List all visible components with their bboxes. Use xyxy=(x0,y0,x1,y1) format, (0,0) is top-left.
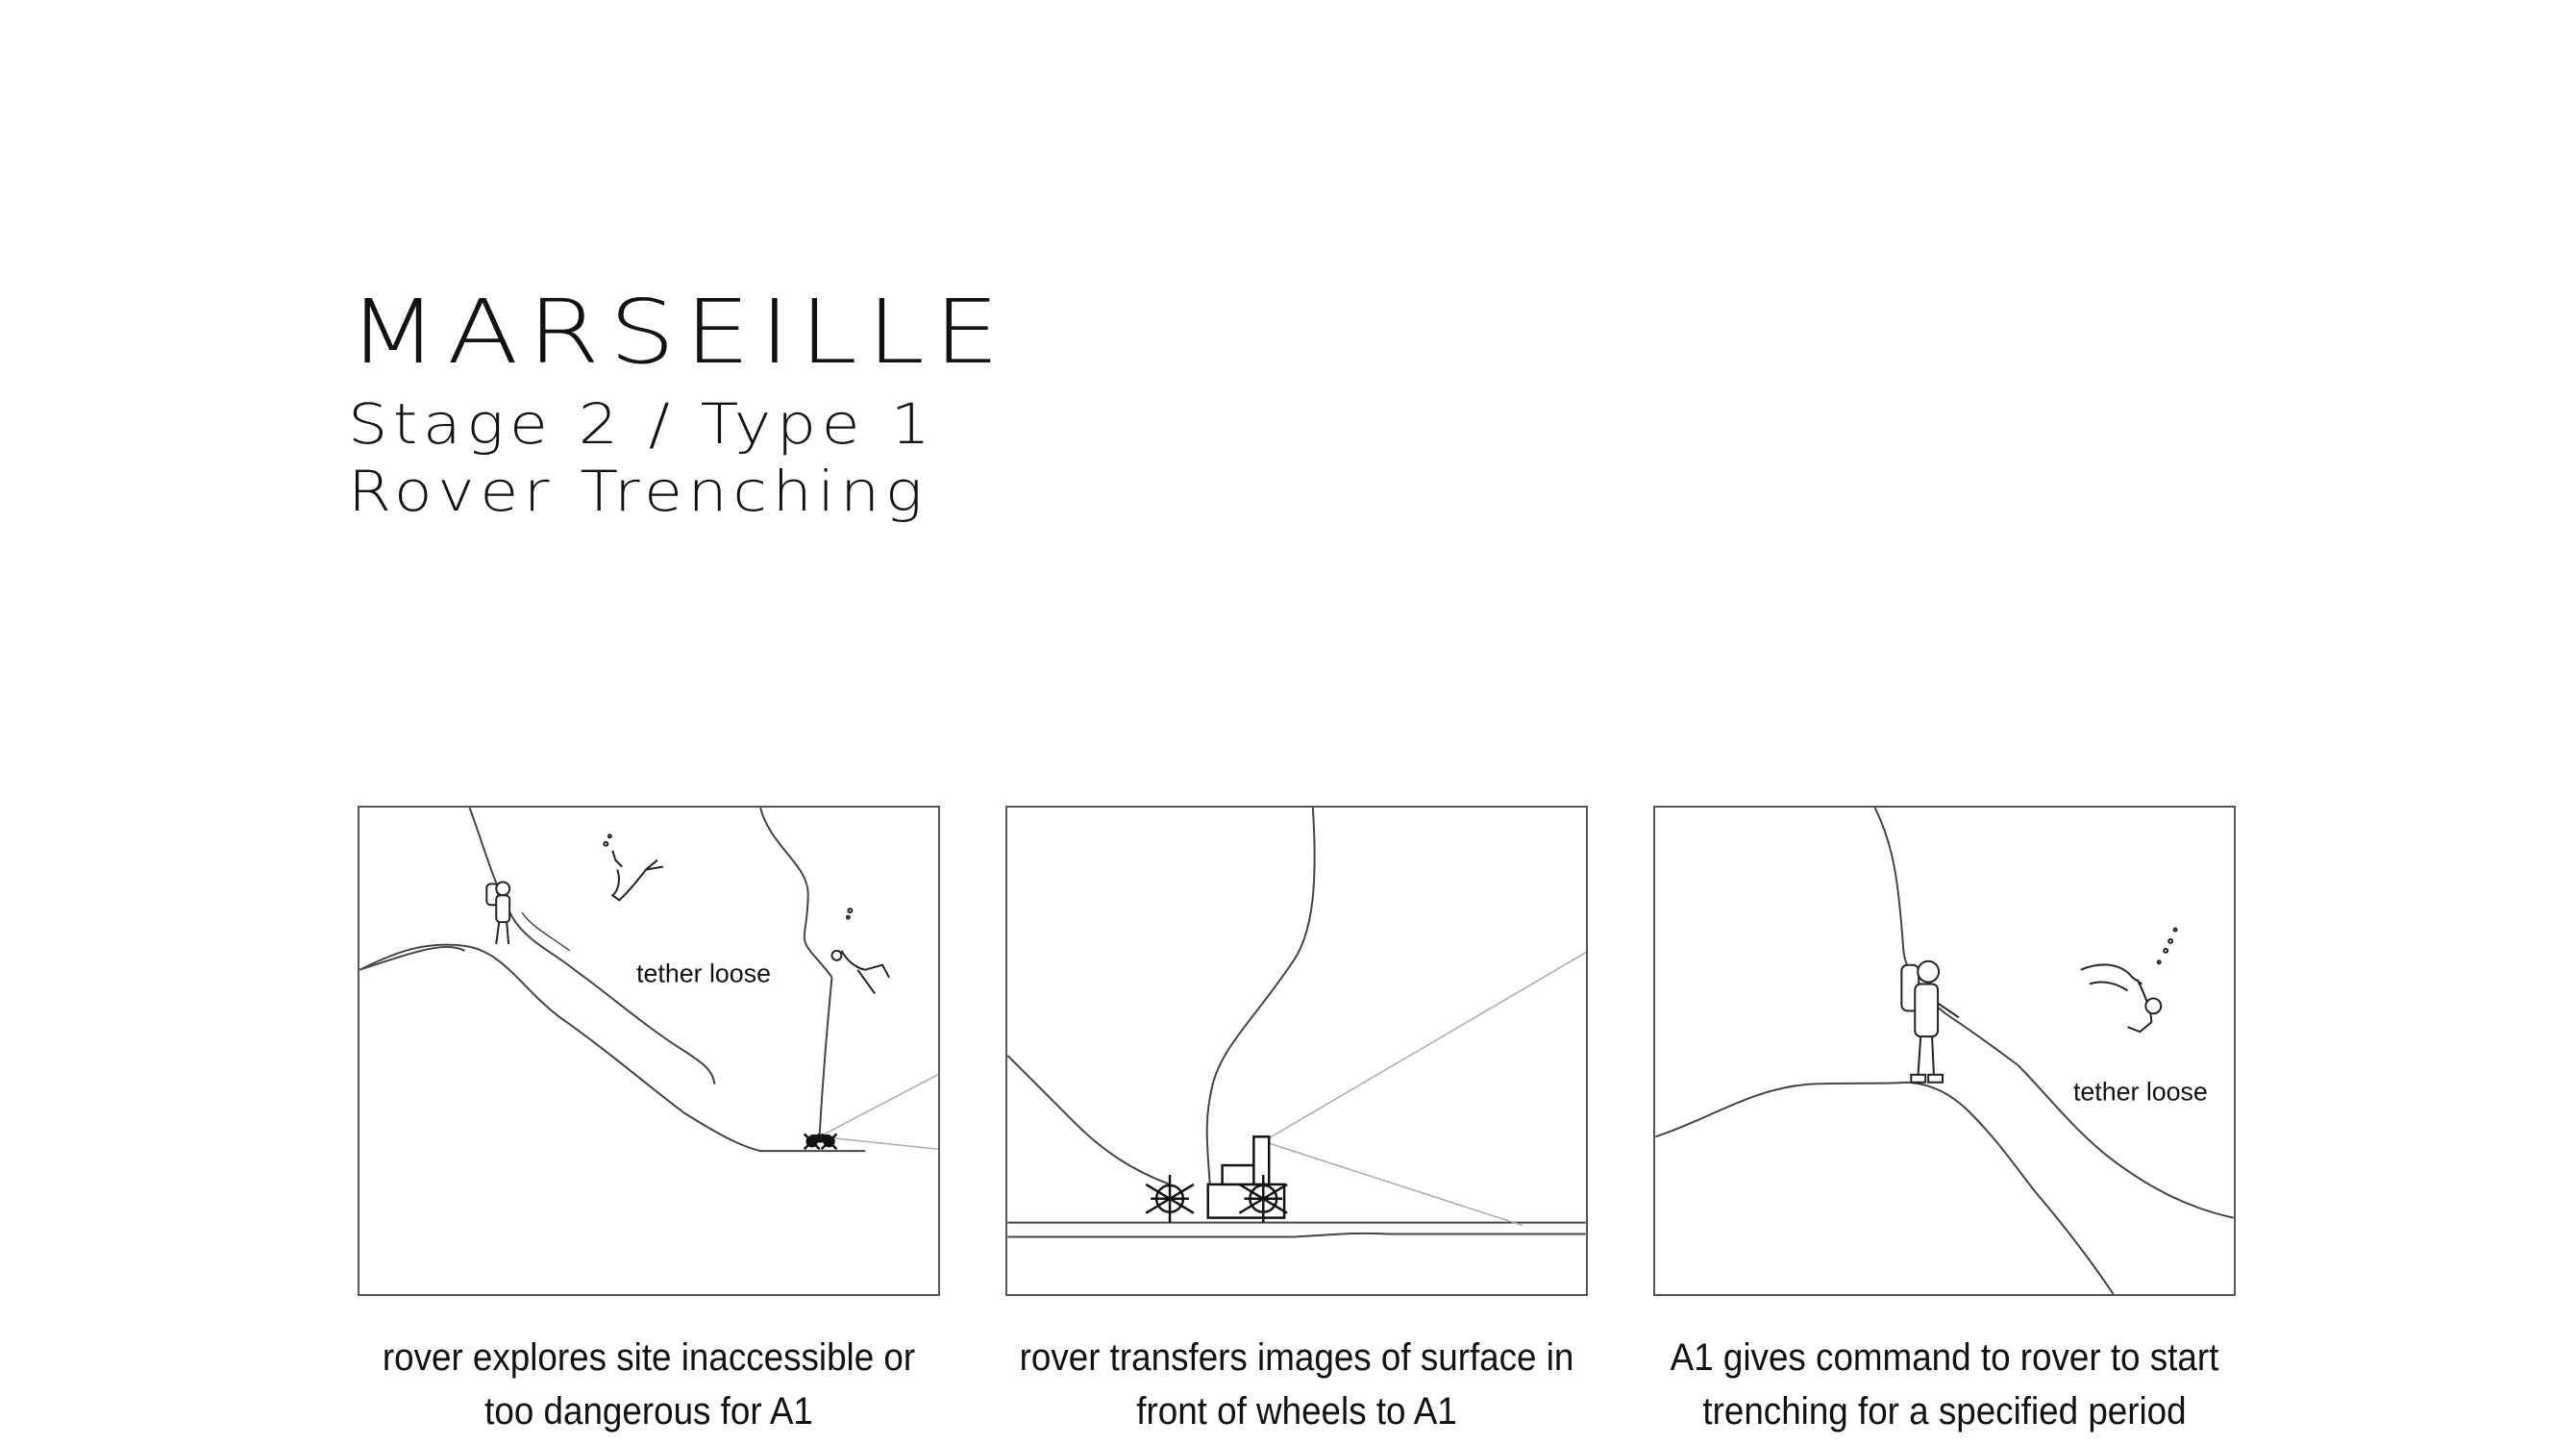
tether-line xyxy=(820,978,832,1137)
cave-wall-left xyxy=(1007,1056,1170,1184)
mission-subtitle: Rover Trenching xyxy=(348,459,929,524)
cave-wall-left xyxy=(469,808,714,1084)
cave-wall-center xyxy=(1207,808,1315,1184)
panel-2-drawing xyxy=(1007,808,1586,1294)
cave-wall-left xyxy=(1875,808,2019,1065)
ground-line-bottom xyxy=(1007,1234,1585,1237)
rover-icon xyxy=(1146,1136,1287,1222)
tether-label: tether loose xyxy=(636,959,771,988)
cave-wall-right xyxy=(760,808,831,978)
diver-right-icon xyxy=(831,909,889,993)
camera-view-cone xyxy=(820,1075,938,1149)
astronaut-icon xyxy=(486,882,509,943)
diver-icon xyxy=(604,835,663,900)
tether-label: tether loose xyxy=(2072,1077,2208,1107)
cave-ridge-line xyxy=(1655,1083,2113,1294)
camera-view-cone xyxy=(1263,953,1585,1226)
cave-ridge-line xyxy=(359,945,865,1152)
tether-diver-line xyxy=(522,912,570,951)
panel-1-drawing xyxy=(359,808,938,1294)
stage-subtitle: Stage 2 / Type 1 xyxy=(348,391,936,457)
storyboard-panel-3 xyxy=(1653,806,2236,1296)
panel-3-drawing xyxy=(1655,808,2234,1294)
title-block xyxy=(348,281,1009,525)
storyboard-panel-1 xyxy=(358,806,940,1296)
cave-lower-slope xyxy=(359,947,464,970)
astronaut-icon xyxy=(1901,961,1959,1083)
storyboard-panel-2 xyxy=(1005,806,1588,1296)
caption-panel-1: rover explores site inaccessible or too dangerous for A1 xyxy=(382,1336,916,1433)
caption-panel-3: A1 gives command to rover to start trenching for a specified period xyxy=(1670,1336,2219,1433)
rover-icon xyxy=(805,1134,837,1149)
caption-panel-2: rover transfers images of surface in front of wheels to A1 xyxy=(1019,1336,1574,1433)
page-title: MARSEILLE xyxy=(348,281,1009,384)
diver-icon xyxy=(2081,929,2177,1033)
